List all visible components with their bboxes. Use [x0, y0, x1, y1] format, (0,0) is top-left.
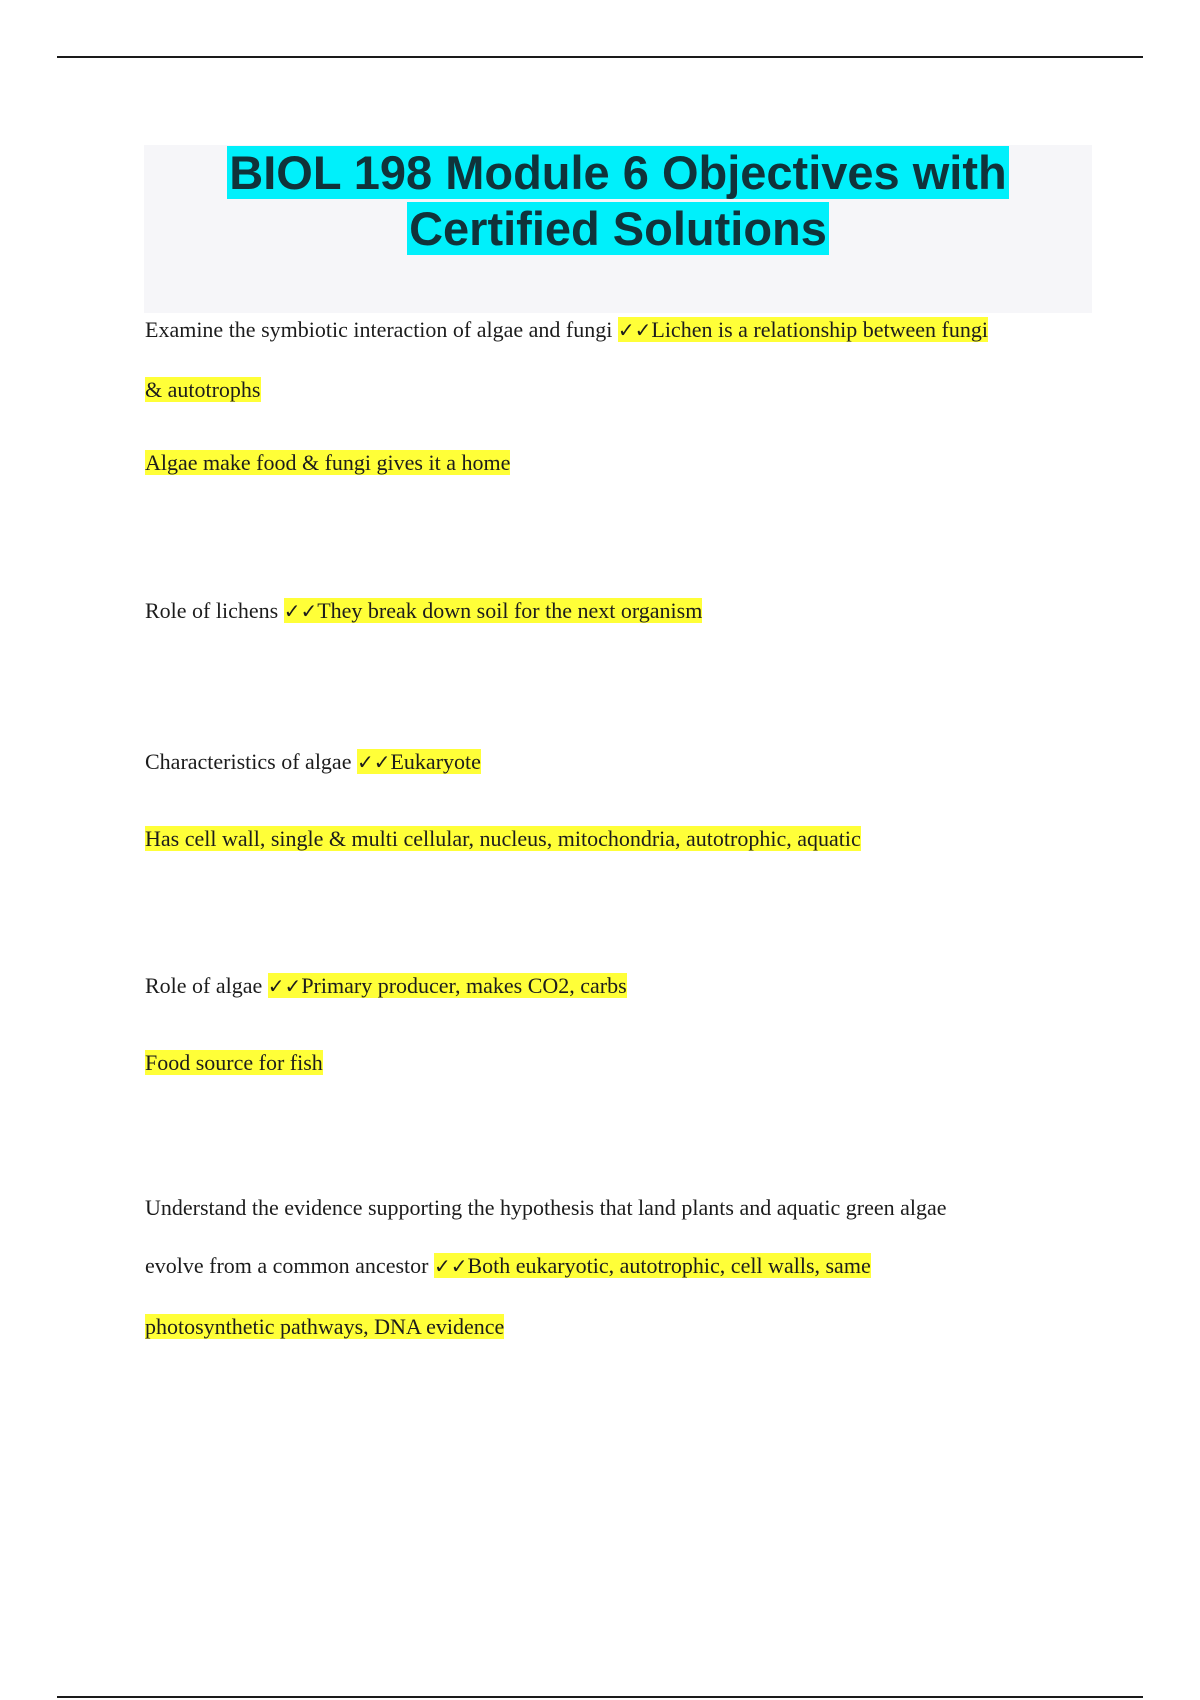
top-rule	[57, 56, 1143, 58]
title-box	[144, 145, 1092, 313]
double-check-icon: ✓✓	[283, 599, 318, 623]
item-1-answer-cont: & autotrophs	[145, 377, 261, 402]
item-5-line-3	[145, 1312, 504, 1342]
item-4-line-1	[145, 971, 627, 1001]
item-5-question: Understand the evidence supporting the hypothesis that land plants and aquatic green algae	[145, 1195, 947, 1220]
item-1-answer-2: Algae make food & fungi gives it a home	[145, 450, 511, 475]
item-3-answer: ✓✓Eukaryote	[356, 749, 481, 774]
item-4-question: Role of algae	[145, 973, 263, 998]
item-5-line-2	[145, 1251, 871, 1281]
item-5-answer-cont: photosynthetic pathways, DNA evidence	[145, 1314, 505, 1339]
item-1-question: Examine the symbiotic interaction of algae and fungi	[145, 317, 613, 342]
double-check-icon: ✓✓	[617, 318, 652, 342]
double-check-icon: ✓✓	[433, 1254, 468, 1278]
item-5-line-1	[145, 1193, 947, 1223]
item-3-question: Characteristics of algae	[145, 749, 352, 774]
item-1-line-2	[145, 375, 261, 405]
item-5-answer: ✓✓Both eukaryotic, autotrophic, cell walls, same	[433, 1253, 871, 1278]
item-1-answer: ✓✓Lichen is a relationship between fungi	[617, 317, 988, 342]
double-check-icon: ✓✓	[267, 974, 302, 998]
item-5-question-cont: evolve from a common ancestor	[145, 1253, 429, 1278]
item-1-line-1	[145, 315, 988, 345]
item-4-line-2	[145, 1048, 323, 1078]
title-line-2: Certified Solutions	[409, 202, 827, 255]
item-3-answer-2: Has cell wall, single & multi cellular, nucleus, mitochondria, autotrophic, aquatic	[145, 826, 861, 851]
item-2-answer: ✓✓They break down soil for the next organism	[283, 598, 703, 623]
item-4-answer: ✓✓Primary producer, makes CO2, carbs	[267, 973, 627, 998]
title-line-1: BIOL 198 Module 6 Objectives with	[229, 146, 1007, 199]
double-check-icon: ✓✓	[356, 750, 391, 774]
item-2-question: Role of lichens	[145, 598, 279, 623]
item-4-answer-2: Food source for fish	[145, 1050, 323, 1075]
item-3-line-2	[145, 824, 861, 854]
item-1-line-3	[145, 448, 510, 478]
item-2-line-1	[145, 596, 702, 626]
item-3-line-1	[145, 747, 481, 777]
bottom-rule	[57, 1696, 1143, 1698]
